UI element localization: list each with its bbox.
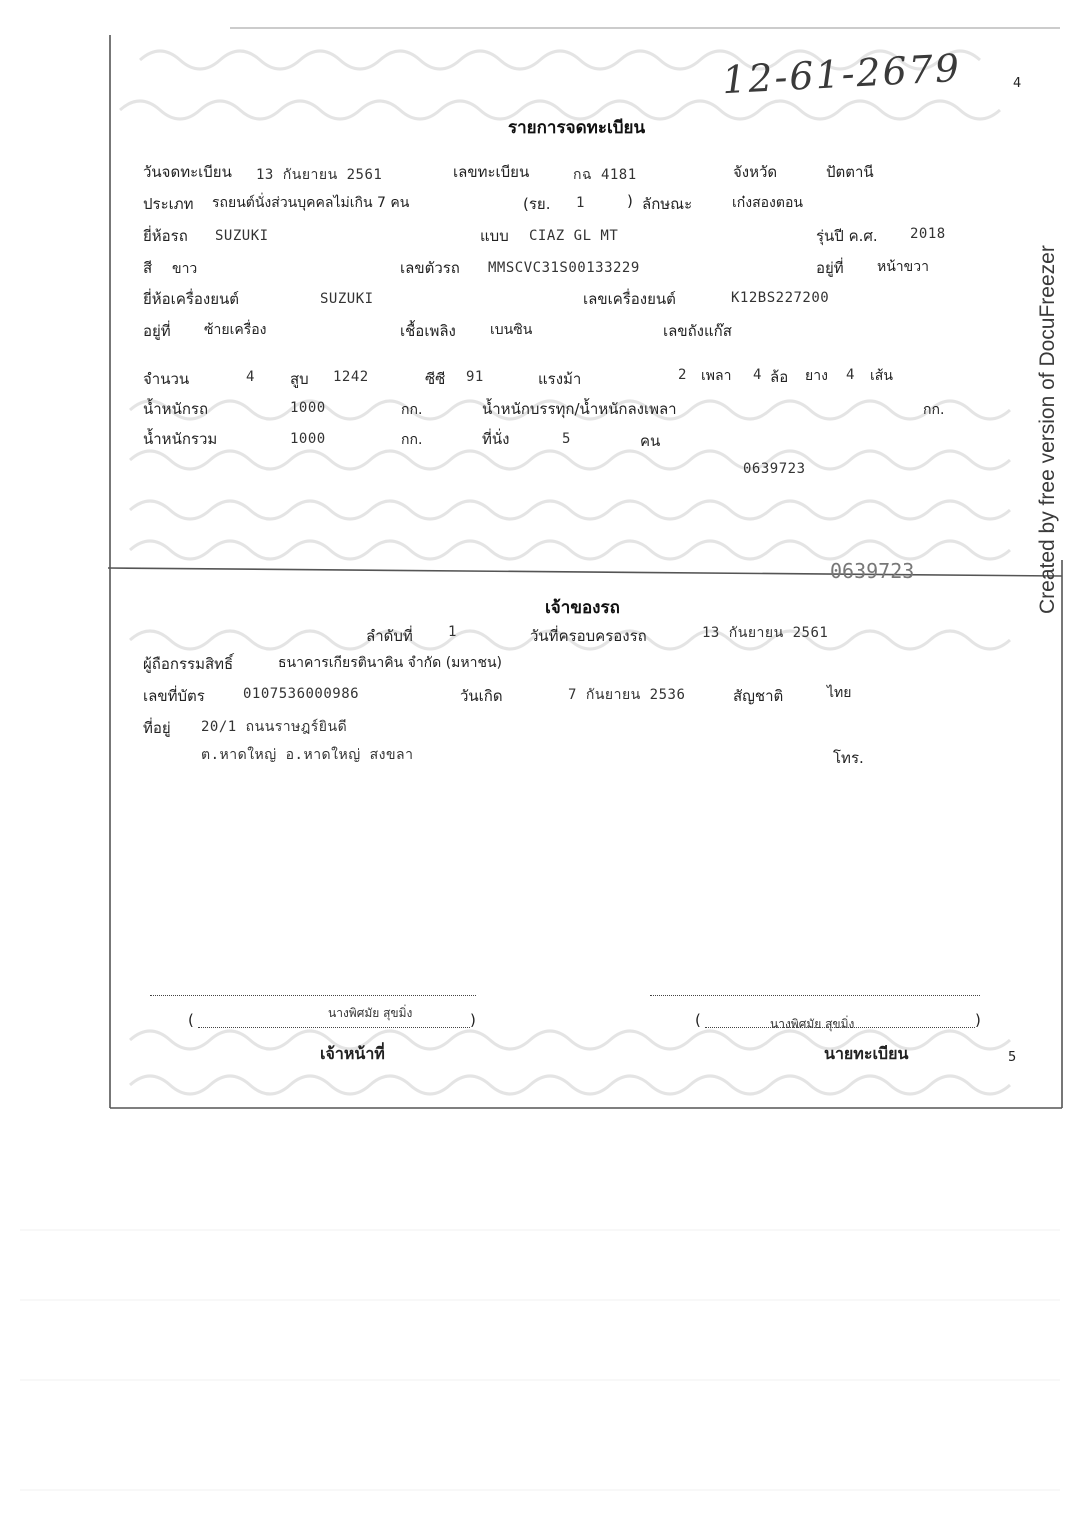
fuel-label: เชื้อเพลิง <box>400 322 456 340</box>
officer-role: เจ้าหน้าที่ <box>320 1044 385 1063</box>
load-unit: กก. <box>923 402 945 418</box>
gross-weight-value: 1000 <box>290 431 326 447</box>
cc-value: 1242 <box>333 369 369 385</box>
chassis-location-label: อยู่ที่ <box>816 259 844 277</box>
registrar-role: นายทะเบียน <box>824 1044 909 1063</box>
plate-label: เลขทะเบียน <box>453 163 530 181</box>
gross-weight-unit: กก. <box>401 432 423 448</box>
svg-text:0639723: 0639723 <box>830 559 915 583</box>
right-paren-open: ( <box>695 1011 701 1029</box>
axle-value: 2 <box>678 367 687 383</box>
horsepower-label: แรงม้า <box>538 370 582 388</box>
engine-brand-label: ยี่ห้อเครื่องยนต์ <box>143 290 240 308</box>
left-paren-close: ) <box>470 1011 476 1029</box>
left-paren-open: ( <box>188 1011 194 1029</box>
phone-label: โทร. <box>833 749 864 767</box>
docufreezer-watermark: Created by free version of DocuFreezer <box>1036 245 1059 614</box>
color-label: สี <box>143 259 153 277</box>
plate-value: กฉ 4181 <box>573 167 637 183</box>
nationality-value: ไทย <box>827 685 852 701</box>
province-label: จังหวัด <box>733 163 778 181</box>
count-label: จำนวน <box>143 370 190 388</box>
weight-value: 1000 <box>290 400 326 416</box>
tire-unit: เส้น <box>870 368 893 384</box>
gross-weight-label: น้ำหนักรวม <box>143 430 218 448</box>
id-number-label: เลขที่บัตร <box>143 687 205 705</box>
registration-title: รายการจดทะเบียน <box>508 118 646 138</box>
chassis-value: MMSCVC31S00133229 <box>488 260 640 276</box>
year-label: รุ่นปี ค.ศ. <box>816 227 878 245</box>
wheel-label: ล้อ <box>770 368 789 386</box>
page-number-top: 4 <box>1013 76 1022 91</box>
engine-location-value: ซ้ายเครื่อง <box>204 322 267 338</box>
gas-tank-label: เลขถังแก๊ส <box>663 322 732 340</box>
engine-number-value: K12BS227200 <box>731 290 830 306</box>
order-label: ลำดับที่ <box>366 627 413 645</box>
handwritten-reference-number: 12-61-2679 <box>721 45 963 103</box>
document-serial-number: 0639723 <box>743 461 806 477</box>
engine-brand-value: SUZUKI <box>320 291 374 307</box>
wheel-value: 4 <box>753 367 762 383</box>
chassis-label: เลขตัวรถ <box>400 259 460 277</box>
seats-unit: คน <box>640 432 661 450</box>
weight-unit: กก. <box>401 402 423 418</box>
holder-value: ธนาคารเกียรตินาคิน จำกัด (มหาชน) <box>278 655 503 671</box>
nationality-label: สัญชาติ <box>733 687 784 705</box>
cylinder-label: สูบ <box>290 370 309 388</box>
birth-date-value: 7 กันยายน 2536 <box>568 687 686 703</box>
tire-value: 4 <box>846 367 855 383</box>
brand-value: SUZUKI <box>215 228 269 244</box>
owner-title: เจ้าของรถ <box>545 598 620 618</box>
left-name-dotted-line <box>198 1027 470 1028</box>
year-value: 2018 <box>910 226 946 242</box>
tire-label: ยาง <box>805 368 828 384</box>
color-value: ขาว <box>172 261 198 277</box>
right-signer-name: นางพิศมัย สุขมิ่ง <box>770 1017 855 1031</box>
brand-label: ยี่ห้อรถ <box>143 227 188 245</box>
address-label: ที่อยู่ <box>143 719 171 737</box>
engine-number-label: เลขเครื่องยนต์ <box>583 290 676 308</box>
fuel-value: เบนซิน <box>490 322 533 338</box>
left-signature-line <box>150 995 476 996</box>
possession-date-value: 13 กันยายน 2561 <box>702 625 829 641</box>
model-label: แบบ <box>480 227 509 245</box>
id-number-value: 0107536000986 <box>243 686 360 702</box>
reg-date-value: 13 กันยายน 2561 <box>256 167 383 183</box>
type-value: รถยนต์นั่งส่วนบุคคลไม่เกิน 7 คน <box>212 195 410 211</box>
order-value: 1 <box>448 624 457 640</box>
type-label: ประเภท <box>143 195 194 213</box>
left-signer-name: นางพิศมัย สุขมิ่ง <box>328 1006 413 1020</box>
load-label: น้ำหนักบรรทุก/น้ำหนักลงเพลา <box>482 400 677 418</box>
weight-label: น้ำหนักรถ <box>143 400 209 418</box>
count-value: 4 <box>246 369 255 385</box>
chassis-location-value: หน้าขวา <box>877 259 929 275</box>
engine-location-label: อยู่ที่ <box>143 322 171 340</box>
right-paren-close: ) <box>975 1011 981 1029</box>
page-number-bottom: 5 <box>1008 1050 1017 1065</box>
address-line-1: 20/1 ถนนราษฎร์ยินดี <box>201 719 348 735</box>
horsepower-value: 91 <box>466 369 484 385</box>
cc-label: ซีซี <box>425 370 446 388</box>
type-code-open: (รย. <box>523 195 551 213</box>
style-value: เก๋งสองตอน <box>732 195 803 211</box>
reg-date-label: วันจดทะเบียน <box>143 163 232 181</box>
model-value: CIAZ GL MT <box>529 228 619 244</box>
right-signature-line <box>650 995 980 996</box>
seats-label: ที่นั่ง <box>482 430 510 448</box>
type-code-close: ) <box>627 192 633 210</box>
type-code-value: 1 <box>576 195 585 211</box>
province-value: ปัตตานี <box>826 163 874 181</box>
seats-value: 5 <box>562 431 571 447</box>
birth-date-label: วันเกิด <box>460 687 503 705</box>
address-line-2: ต.หาดใหญ่ อ.หาดใหญ่ สงขลา <box>201 747 414 763</box>
axle-label: เพลา <box>701 368 732 384</box>
possession-date-label: วันที่ครอบครองรถ <box>530 627 647 645</box>
style-label: ลักษณะ <box>642 195 693 213</box>
holder-label: ผู้ถือกรรมสิทธิ์ <box>143 655 234 673</box>
